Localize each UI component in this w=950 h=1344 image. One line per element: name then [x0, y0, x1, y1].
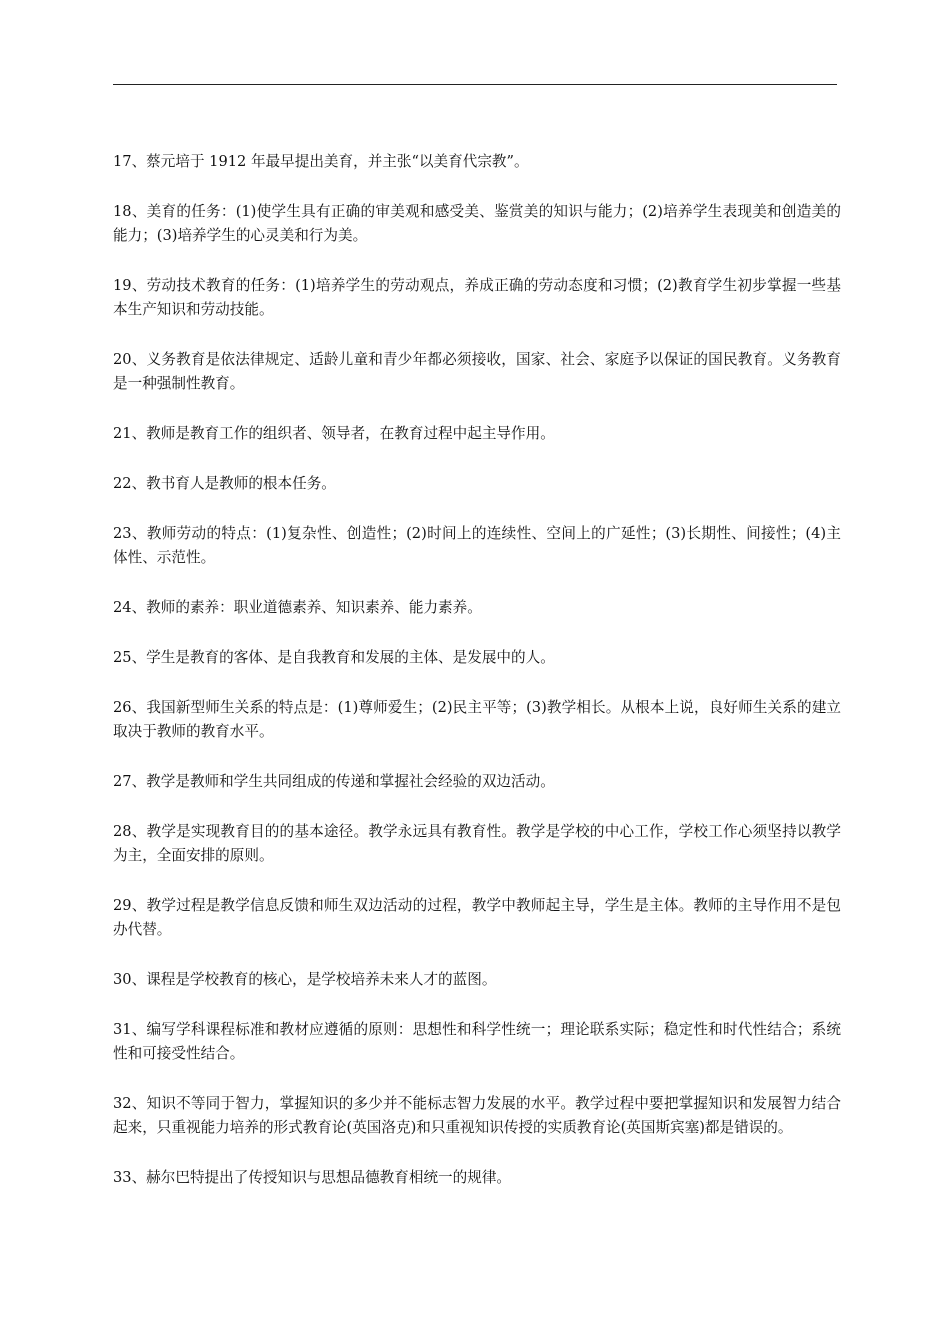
- list-item: 31、编写学科课程标准和教材应遵循的原则：思想性和科学性统一；理论联系实际；稳定性和时代性结合；系统性和可接受性结合。: [113, 1021, 841, 1062]
- list-item: 21、教师是教育工作的组织者、领导者，在教育过程中起主导作用。: [113, 425, 555, 442]
- list-item: 33、赫尔巴特提出了传授知识与思想品德教育相统一的规律。: [113, 1169, 512, 1186]
- list-item: 18、美育的任务：(1)使学生具有正确的审美观和感受美、鉴赏美的知识与能力；(2)培养学生表现美和创造美的能力；(3)培养学生的心灵美和行为美。: [113, 203, 841, 244]
- list-item: 19、劳动技术教育的任务：(1)培养学生的劳动观点，养成正确的劳动态度和习惯；(2)教育学生初步掌握一些基本生产知识和劳动技能。: [113, 277, 841, 318]
- list-item: 25、学生是教育的客体、是自我教育和发展的主体、是发展中的人。: [113, 649, 555, 666]
- list-item: 22、教书育人是教师的根本任务。: [113, 475, 336, 492]
- list-item: 32、知识不等同于智力，掌握知识的多少并不能标志智力发展的水平。教学过程中要把掌握知识和发展智力结合起来，只重视能力培养的形式教育论(英国洛克)和只重视知识传授的实质教育论(英国斯宾塞)都是错误的。: [113, 1095, 841, 1136]
- list-item: 27、教学是教师和学生共同组成的传递和掌握社会经验的双边活动。: [113, 773, 555, 790]
- list-item: 29、教学过程是教学信息反馈和师生双边活动的过程，教学中教师起主导，学生是主体。教师的主导作用不是包办代替。: [113, 897, 841, 938]
- list-item: 20、义务教育是依法律规定、适龄儿童和青少年都必须接收，国家、社会、家庭予以保证的国民教育。义务教育是一种强制性教育。: [113, 351, 841, 392]
- list-item: 30、课程是学校教育的核心，是学校培养未来人才的蓝图。: [113, 971, 497, 988]
- list-item: 24、教师的素养：职业道德素养、知识素养、能力素养。: [113, 599, 482, 616]
- list-item: 23、教师劳动的特点：(1)复杂性、创造性；(2)时间上的连续性、空间上的广延性；(3)长期性、间接性；(4)主体性、示范性。: [113, 525, 841, 566]
- list-item: 17、蔡元培于 1912 年最早提出美育，并主张“以美育代宗教”。: [113, 153, 529, 170]
- list-item: 26、我国新型师生关系的特点是：(1)尊师爱生；(2)民主平等；(3)教学相长。从根本上说，良好师生关系的建立取决于教师的教育水平。: [113, 699, 841, 740]
- header-rule: [113, 84, 837, 85]
- list-item: 28、教学是实现教育目的的基本途径。教学永远具有教育性。教学是学校的中心工作，学校工作心须坚持以教学为主，全面安排的原则。: [113, 823, 841, 864]
- document-body: [113, 150, 841, 1216]
